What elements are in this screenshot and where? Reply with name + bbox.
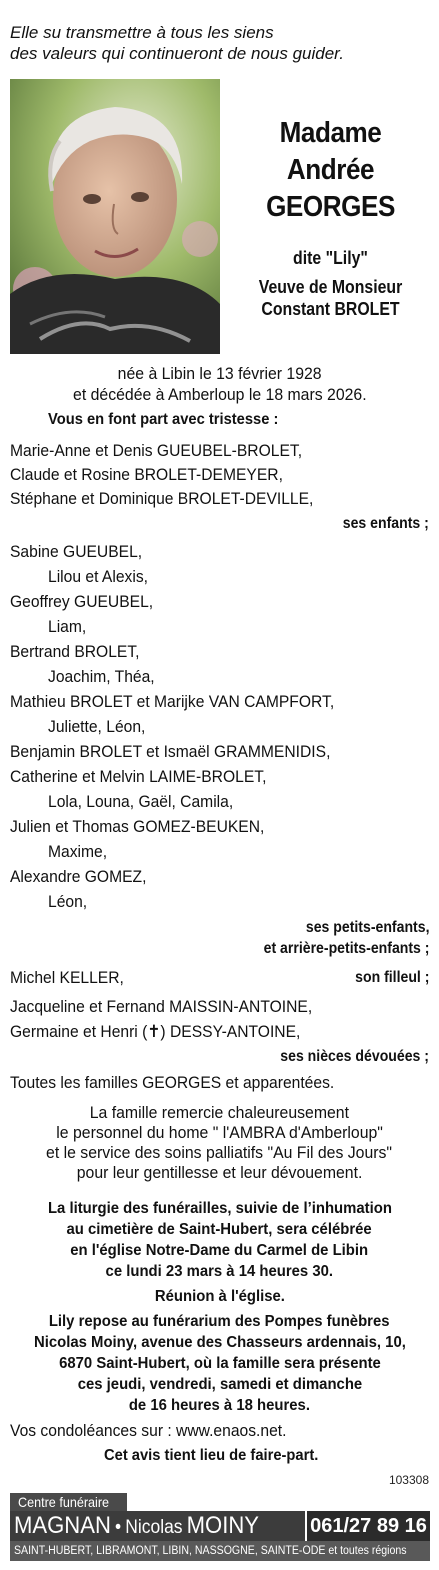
deceased-details (228, 247, 433, 320)
family-line: Mathieu BROLET et Marijke VAN CAMPFORT, (10, 692, 335, 711)
brand-nicolas: Nicolas (125, 1517, 183, 1538)
family-line: Maxime, (48, 842, 108, 861)
family-line: Liam, (48, 617, 87, 636)
name-last: GEORGES (266, 191, 395, 223)
notice-line: Cet avis tient lieu de faire-part. (104, 1447, 319, 1464)
role-label: ses enfants ; (342, 515, 429, 532)
banner-cities: SAINT-HUBERT, LIBRAMONT, LIBIN, NASSOGNE, SAINTE-ODE et toutes régions (10, 1541, 430, 1561)
funeral-home-line: 6870 Saint-Hubert, où la famille sera présente (58, 1355, 381, 1372)
death-line: et décédée à Amberloup le 18 mars 2026. (72, 385, 367, 404)
family-line: Bertrand BROLET, (10, 642, 140, 661)
family-line: Michel KELLER, (10, 968, 124, 987)
family-line: Jacqueline et Fernand MAISSIN-ANTOINE, (10, 997, 313, 1016)
thanks-line: La famille remercie chaleureusement (89, 1103, 350, 1122)
family-line: Lilou et Alexis, (48, 567, 148, 586)
ceremony-line: en l'église Notre-Dame du Carmel de Libin (70, 1242, 369, 1259)
family-line: Alexandre GOMEZ, (10, 867, 147, 886)
widow-line: Veuve de Monsieur (258, 277, 403, 297)
thanks-line: le personnel du home " l'AMBRA d'Amberloup" (56, 1123, 383, 1142)
deceased-name (228, 115, 433, 226)
banner-brand (14, 1511, 259, 1544)
name-title: Madame (279, 117, 382, 149)
role-label: ses petits-enfants, (305, 919, 429, 936)
funeral-home-line: ces jeudi, vendredi, samedi et dimanche (77, 1376, 362, 1393)
brand-bullet: • (115, 1517, 122, 1538)
role-label: son filleul ; (354, 969, 429, 986)
role-label: et arrière-petits-enfants ; (263, 940, 429, 957)
family-line: Léon, (48, 892, 88, 911)
meeting-line: Réunion à l'église. (154, 1288, 285, 1305)
family-line: Stéphane et Dominique BROLET-DEVILLE, (10, 489, 314, 508)
ceremony-line: au cimetière de Saint-Hubert, sera célébrée (66, 1221, 373, 1238)
family-line: Benjamin BROLET et Ismaël GRAMMENIDIS, (10, 742, 331, 761)
funeral-home-line: Nicolas Moiny, avenue des Chasseurs ardennais, 10, (33, 1334, 406, 1351)
banner-tag: Centre funéraire (10, 1493, 127, 1511)
thanks-line: pour leur gentillesse et leur dévouement. (76, 1163, 363, 1182)
condolences-line: Vos condoléances sur : www.enaos.net. (10, 1421, 287, 1440)
family-line: Juliette, Léon, (48, 717, 146, 736)
brand-moiny: MOINY (186, 1512, 260, 1539)
family-line: Claude et Rosine BROLET-DEMEYER, (10, 465, 283, 484)
family-line: Geoffrey GUEUBEL, (10, 592, 154, 611)
portrait-illustration (10, 79, 220, 354)
family-line: Julien et Thomas GOMEZ-BEUKEN, (10, 817, 265, 836)
intro-line: Elle su transmettre à tous les siens (10, 23, 274, 42)
family-line: Catherine et Melvin LAIME-BROLET, (10, 767, 267, 786)
family-line: Marie-Anne et Denis GUEUBEL-BROLET, (10, 441, 303, 460)
funeral-home-banner (10, 1493, 430, 1563)
announce: Vous en font part avec tristesse : (48, 411, 279, 428)
intro-line: des valeurs qui continueront de nous guider. (10, 44, 344, 63)
family-line: Lola, Louna, Gaël, Camila, (48, 792, 234, 811)
nickname: dite "Lily" (293, 248, 368, 268)
family-line: Sabine GUEUBEL, (10, 542, 143, 561)
portrait-photo (10, 79, 220, 354)
funeral-home-line: de 16 heures à 18 heures. (128, 1397, 311, 1414)
banner-main (10, 1511, 430, 1541)
ceremony-line: ce lundi 23 mars à 14 heures 30. (105, 1263, 334, 1280)
role-label: ses nièces dévouées ; (280, 1048, 429, 1065)
family-line: Joachim, Théa, (48, 667, 155, 686)
thanks-line: et le service des soins palliatifs "Au Fil des Jours" (46, 1143, 393, 1162)
birth-line: née à Libin le 13 février 1928 (117, 364, 322, 383)
ceremony-line: La liturgie des funérailles, suivie de l’inhumation (47, 1200, 392, 1217)
widow-line: Constant BROLET (261, 299, 400, 319)
funeral-home-line: Lily repose au funérarium des Pompes funèbres (49, 1313, 390, 1330)
brand-magnan: MAGNAN (14, 1512, 111, 1539)
intro-quote (10, 22, 430, 64)
name-first: Andrée (286, 154, 375, 186)
banner-phone: 061/27 89 16 (305, 1511, 430, 1541)
families-line: Toutes les familles GEORGES et apparentées. (10, 1073, 335, 1092)
reference-number: 103308 (388, 1473, 429, 1487)
family-line: Germaine et Henri (✝) DESSY-ANTOINE, (10, 1022, 301, 1041)
